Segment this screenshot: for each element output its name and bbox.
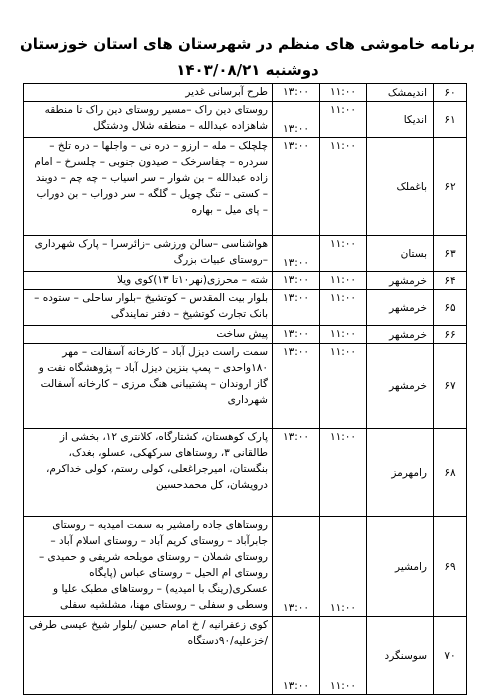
table-row	[24, 429, 467, 517]
row-city: رامشیر	[367, 517, 434, 617]
row-end-time: ۱۳:۰۰	[273, 290, 320, 326]
row-city: خرمشهر	[367, 344, 434, 429]
row-city: اندیمشک	[367, 84, 434, 102]
table-row	[24, 236, 467, 272]
row-areas: روستاهای جاده رامشیر به سمت امیدیه – روستای جابرآباد – روستای کریم آباد – روستای اسلام آباد – روستای شملان – روستای مویلحه شریفی و حمیدی – روستای ام الحیل – روستای عباس (پایگاه عسکری(رینگ با امیدیه) – روستاهای مطبک علیا و وسطی و سفلی – روستای مهنا، مشلشیه سفلی	[24, 517, 273, 617]
row-start-time: ۱۱:۰۰	[320, 517, 367, 617]
row-end-time: ۱۳:۰۰	[273, 517, 320, 617]
row-start-time: ۱۱:۰۰	[320, 290, 367, 326]
row-areas: روستای دین راک –مسیر روستای دین راک تا منطقه شاهزاده عبدالله – منطقه شلال ودشتگل	[24, 102, 273, 138]
row-areas: چلچلک – مله – ارزو – دره نی – واجلها – دره تلخ – سردره – چفاسرخک – صیدون جنوبی – چلسرخ – امام زاده عبدالله – بن شوار – سر اسیاب – چه چم – دوبند – کستی – تنگ چویل – گلگه – سر دوراب – بن دوراب – پای میل – بهاره	[24, 138, 273, 236]
schedule-table	[23, 83, 467, 695]
table-row	[24, 517, 467, 617]
row-number: ۶۲	[434, 138, 467, 236]
row-number: ۶۹	[434, 517, 467, 617]
table-row	[24, 84, 467, 102]
row-city: سوسنگرد	[367, 617, 434, 695]
row-areas: طرح آبرسانی غدیر	[24, 84, 273, 102]
table-row	[24, 138, 467, 236]
row-start-time: ۱۱:۰۰	[320, 138, 367, 236]
table-row	[24, 617, 467, 695]
row-areas: کوی زعفرانیه / خ امام حسین /بلوار شیخ عیسی طرفی /خزعلیه/۹۰دستگاه	[24, 617, 273, 695]
row-areas: بلوار بیت المقدس – کوتشیخ –بلوار ساحلی – ستوده – بانک تجارت کوتشیخ – دفتر نمایندگی	[24, 290, 273, 326]
row-number: ۶۳	[434, 236, 467, 272]
row-number: ۷۰	[434, 617, 467, 695]
row-areas: سمت راست دیزل آباد – کارخانه آسفالت – مهر ۱۸۰واحدی – پمپ بنزین دیزل آباد – پژوهشگاه نفت و گاز اروندان – پشتیبانی هنگ مرزی – کارخانه آسفالت شهرداری	[24, 344, 273, 429]
page-date: دوشنبه ۱۴۰۳/۰۸/۲۱	[176, 61, 319, 79]
row-start-time: ۱۱:۰۰	[320, 272, 367, 290]
row-number: ۶۸	[434, 429, 467, 517]
row-city: خرمشهر	[367, 326, 434, 344]
table-row	[24, 326, 467, 344]
row-end-time: ۱۳:۰۰	[273, 272, 320, 290]
row-number: ۶۶	[434, 326, 467, 344]
row-end-time: ۱۳:۰۰	[273, 326, 320, 344]
row-city: خرمشهر	[367, 290, 434, 326]
row-end-time: ۱۳:۰۰	[273, 138, 320, 236]
row-start-time: ۱۱:۰۰	[320, 429, 367, 517]
row-end-time: ۱۳:۰۰	[273, 429, 320, 517]
row-areas: شته – محرزی(نهر۱۰تا ۱۳)کوی ویلا	[24, 272, 273, 290]
row-start-time: ۱۱:۰۰	[320, 617, 367, 695]
row-end-time: ۱۳:۰۰	[273, 617, 320, 695]
row-city: اندیکا	[367, 102, 434, 138]
row-areas: پیش ساخت	[24, 326, 273, 344]
row-start-time: ۱۱:۰۰	[320, 326, 367, 344]
row-city: خرمشهر	[367, 272, 434, 290]
row-number: ۶۴	[434, 272, 467, 290]
row-number: ۶۰	[434, 84, 467, 102]
row-areas: پارک کوهستان، کشتارگاه، کلانتری ۱۲، بخشی از طالقانی ۳، روستاهای سرکهکی، عسلو، بغدک، بنگستان، امیرجراغعلی، کولی رستم، کولی خداکرم، درویشان، کل محمدحسین	[24, 429, 273, 517]
row-end-time: ۱۳:۰۰	[273, 344, 320, 429]
row-start-time: ۱۱:۰۰	[320, 344, 367, 429]
row-number: ۶۱	[434, 102, 467, 138]
row-number: ۶۵	[434, 290, 467, 326]
page-title: برنامه خاموشی های منظم در شهرستان های استان خوزستان	[19, 35, 476, 53]
row-number: ۶۷	[434, 344, 467, 429]
row-start-time: ۱۱:۰۰	[320, 102, 367, 138]
row-areas: هواشناسی –سالن ورزشی –زائرسرا – پارک شهرداری –روستای عبیات بزرگ	[24, 236, 273, 272]
row-city: رامهرمز	[367, 429, 434, 517]
table-row	[24, 272, 467, 290]
row-start-time: ۱۱:۰۰	[320, 84, 367, 102]
row-end-time: ۱۳:۰۰	[273, 102, 320, 138]
table-row	[24, 290, 467, 326]
row-city: بستان	[367, 236, 434, 272]
row-end-time: ۱۳:۰۰	[273, 84, 320, 102]
table-row	[24, 102, 467, 138]
row-city: باغملک	[367, 138, 434, 236]
table-row	[24, 344, 467, 429]
row-end-time: ۱۳:۰۰	[273, 236, 320, 272]
row-start-time: ۱۱:۰۰	[320, 236, 367, 272]
